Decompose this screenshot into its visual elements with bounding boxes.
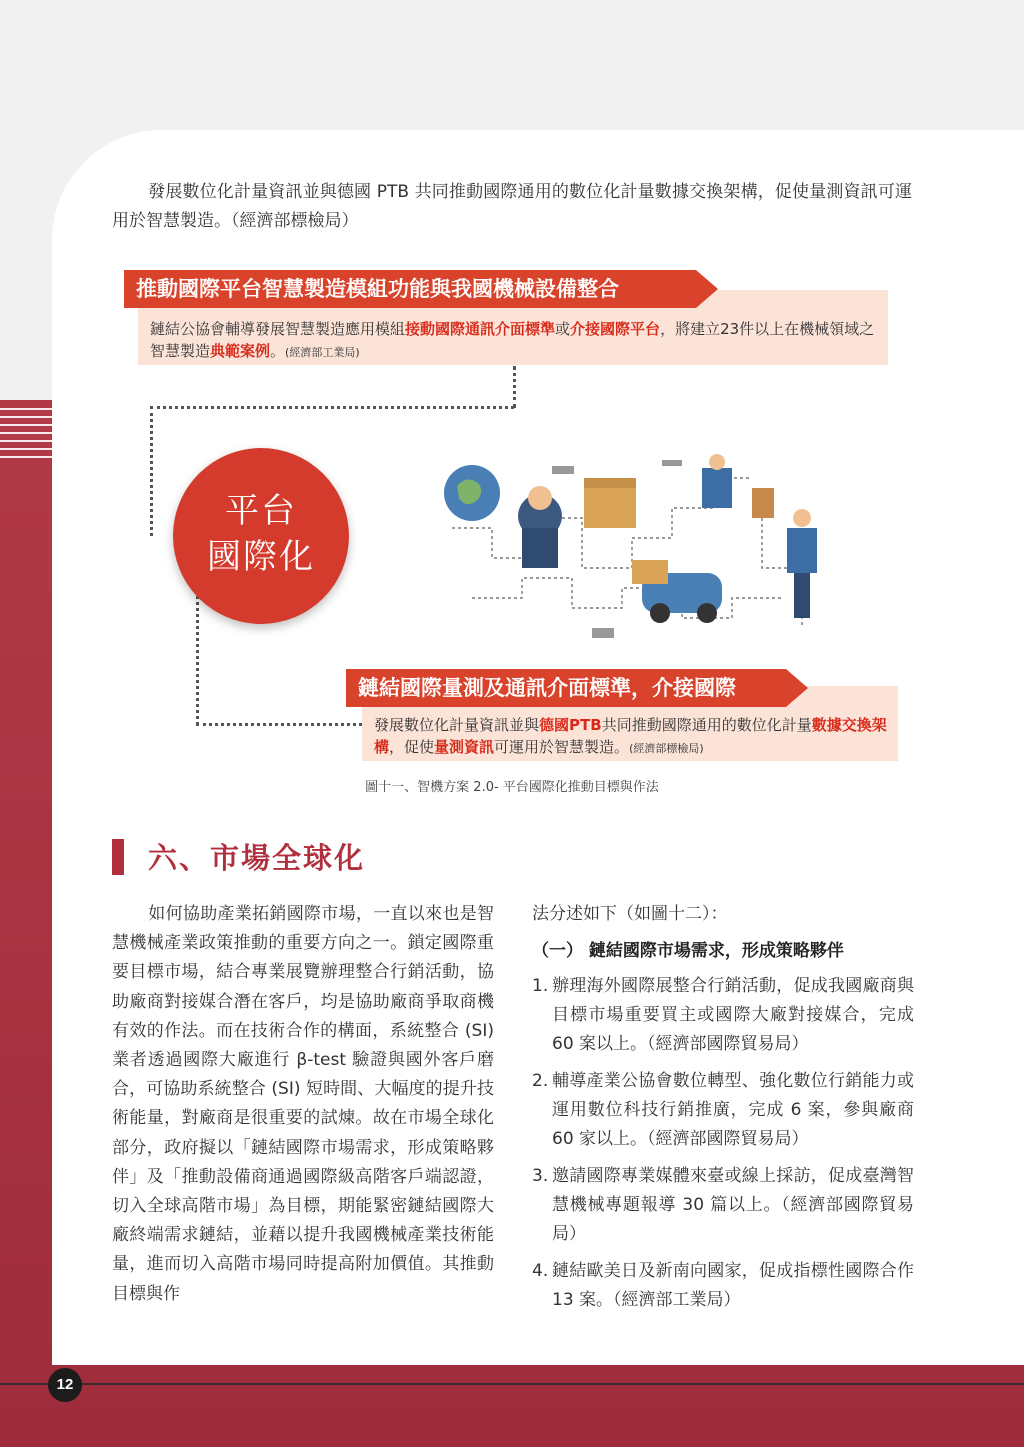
box1-text-2: 或: [555, 320, 571, 338]
connector-line: [513, 366, 516, 408]
right-column: [532, 900, 914, 1323]
decorative-stripes: [0, 408, 52, 460]
ship-icon: [552, 466, 574, 474]
connector-line: [150, 406, 514, 409]
delivery-worker-icon: [702, 468, 732, 508]
box2-text-2: 共同推動國際通用的數位化計量: [601, 716, 812, 734]
circle-line-1: 平台: [225, 491, 297, 531]
list-item: [532, 1067, 914, 1154]
list-item: [532, 1257, 914, 1315]
connector-line: [150, 406, 153, 536]
section-marker: [112, 839, 124, 875]
box2-text-1: 發展數位化計量資訊並與: [374, 716, 540, 734]
subsection-heading: （一） 鏈結國際市場需求，形成策略夥伴: [532, 941, 844, 961]
list-item-text: 輔導產業公協會數位轉型、強化數位行銷能力或運用數位科技行銷推廣，完成 6 案，參與廠商 60 家以上。（經濟部國際貿易局）: [552, 1071, 914, 1149]
list-item-text: 邀請國際專業媒體來臺或線上採訪，促成臺灣智慧機械專題報導 30 篇以上。（經濟部國際貿易局）: [552, 1166, 914, 1244]
connector-line: [196, 723, 362, 726]
banner-platform-integration: 推動國際平台智慧製造模組功能與我國機械設備整合: [124, 270, 696, 308]
figure-caption: 圖十一、智機方案 2.0- 平台國際化推動目標與作法: [365, 780, 659, 795]
box2-highlight-1: 德國PTB: [539, 716, 602, 734]
list-item-text: 鏈結歐美日及新南向國家，促成指標性國際合作 13 案。（經濟部工業局）: [552, 1261, 914, 1310]
banner-standards-link: 鏈結國際量測及通訊介面標準，介接國際: [346, 669, 786, 707]
circle-line-2: 國際化: [207, 537, 315, 577]
list-item-number: 4.: [532, 1261, 549, 1281]
list-item: [532, 972, 914, 1059]
connector-line: [196, 590, 199, 725]
airplane-icon: [662, 460, 682, 466]
list-item-text: 辦理海外國際展整合行銷活動，促成我國廠商與目標市場重要買主或國際大廠對接媒合，完成 60 案以上。（經濟部國際貿易局）: [552, 976, 914, 1054]
box1-text-4: 。: [270, 342, 286, 360]
left-column-text: 如何協助產業拓銷國際市場，一直以來也是智慧機械產業政策推動的重要方向之一。鎖定國際重要目標市場，結合專業展覽辦理整合行銷活動，協助廠商對接媒合潛在客戶，均是協助廠商爭取商機有效的作法。而在技術合作的構面，系統整合 (SI) 業者透過國際大廠進行 β-test 驗證與國外客戶磨合，可協助系統整合 (SI) 短時間、大幅度的提升技術能量，對廠商是很重要的試煉。故在市場全球化部分，政府擬以「鏈結國際市場需求，形成策略夥伴」及「推動設備商通過國際級高階客戶端認證，切入全球高階市場」為目標，期能緊密鏈結國際大廠終端需求鏈結，並藉以提升我國機械產業技術能量，進而切入高階市場同時提高附加價值。其推動目標與作: [112, 904, 494, 1304]
list-item-number: 1.: [532, 976, 549, 996]
box1-highlight-1: 接動國際通訊介面標準: [405, 320, 556, 338]
list-item-number: 3.: [532, 1166, 549, 1186]
box1-text-3: ，將建立23件以上在機械領域之智慧製造: [150, 320, 875, 360]
box1-source: (經濟部工業局): [285, 346, 360, 359]
intro-paragraph: [112, 178, 912, 236]
logistics-illustration: [432, 448, 832, 648]
box1-text-1: 鏈結公協會輔導發展智慧製造應用模組: [150, 320, 406, 338]
box1-highlight-3: 典範案例: [210, 342, 271, 360]
left-column-paragraph: [112, 900, 494, 1309]
box2-highlight-3: 量測資訊: [434, 738, 495, 756]
footer-rule: [0, 1383, 1024, 1385]
intro-text: 發展數位化計量資訊並與德國 PTB 共同推動國際通用的數位化計量數據交換架構，促使量測資訊可運用於智慧製造。（經濟部標檢局）: [112, 182, 912, 231]
box2-source: (經濟部標檢局): [629, 742, 704, 755]
page-number: 12: [48, 1368, 82, 1402]
box2-text-3: ，促使: [389, 738, 435, 756]
box2-text-4: 可運用於智慧製造。: [494, 738, 630, 756]
right-column-lead: 法分述如下（如圖十二）：: [532, 904, 728, 924]
list-item: [532, 1162, 914, 1249]
platform-internationalization-circle: [173, 448, 349, 624]
box2-highlight-2: 數據交換架構: [374, 716, 887, 756]
list-item-number: 2.: [532, 1071, 549, 1091]
warehouse-worker-icon: [787, 528, 817, 573]
section-title: 六、市場全球化: [148, 841, 366, 875]
box1-highlight-2: 介接國際平台: [570, 320, 661, 338]
truck-icon: [592, 628, 614, 638]
